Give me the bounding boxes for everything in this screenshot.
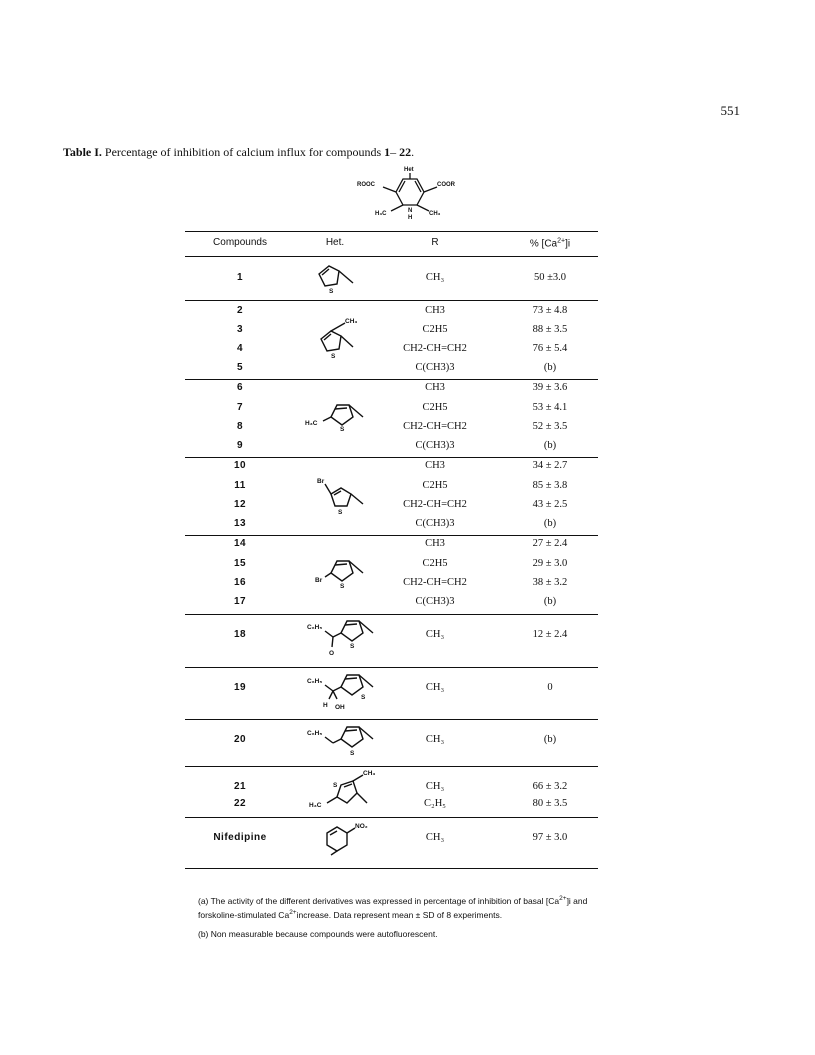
header-ca-sup: 2+ [557,237,566,245]
row-r: C₂H₅ [424,798,446,809]
row-ca: 27 ± 2.4 [532,538,568,549]
row-r: C2H5 [422,480,448,491]
scheme-het-label: Het [404,167,414,173]
header-ca [505,234,595,251]
row-r: CH2-CH=CH2 [403,421,467,432]
table-top-rule [185,231,598,232]
phenyl-label: C₆H₅ [307,678,323,685]
scheme-n-label: N [408,208,413,214]
methyl-label: CH₃ [363,770,376,777]
row-r: CH2-CH=CH2 [403,343,467,354]
phenyl-label: C₆H₅ [307,624,323,631]
row-r: C2H5 [422,324,448,335]
row-compound: 3 [236,324,244,335]
caption-period: . [411,145,415,159]
header-ca-suffix: ]i [565,238,571,250]
structure-thiophene-2yl [315,261,365,300]
table-bottom-rule [185,868,598,869]
group-rule [185,614,598,615]
row-r: CH₃ [425,832,445,843]
row-r: C(CH3)3 [415,440,455,451]
group-rule [185,379,598,380]
row-r: CH₃ [425,734,445,745]
row-ca: 66 ± 3.2 [532,781,568,792]
row-compound: 5 [236,362,244,373]
scheme-ch3-label: CH₃ [429,211,441,217]
page-number: 551 [720,103,740,118]
group-rule [185,719,598,720]
row-compound: 19 [233,682,247,693]
group-rule [185,766,598,767]
thiophene-s-label: S [350,643,355,650]
row-ca: (b) [543,596,557,607]
note-a [198,893,608,921]
row-compound: Nifedipine [213,832,267,843]
header-r: R [431,237,439,248]
row-compound: 17 [233,596,247,607]
row-ca: 29 ± 3.0 [532,558,568,569]
row-ca: (b) [543,518,557,529]
methyl-label: H₃C [305,420,318,427]
row-r: C2H5 [422,402,448,413]
row-r: CH₃ [425,629,445,640]
group-rule [185,817,598,818]
scheme-nh-h-label: H [408,215,413,221]
row-ca: 50 ±3.0 [533,272,566,283]
row-r: CH3 [425,538,445,549]
row-r: CH₃ [425,272,445,283]
note-a-text-3: increase. Data represent mean ± SD of 8 experiments. [296,909,503,920]
row-r: CH3 [425,382,445,393]
scheme-coor-label: COOR [437,182,455,188]
row-ca: 97 ± 3.0 [532,832,568,843]
group-rule [185,667,598,668]
row-ca: 34 ± 2.7 [532,460,568,471]
structure-benzoylthiophene [307,617,387,664]
row-compound: 20 [233,734,247,745]
carbonyl-o-label: O [329,650,335,657]
row-compound: 18 [233,629,247,640]
thiophene-s-label: S [338,509,343,516]
row-compound: 21 [233,781,247,792]
row-compound: 15 [233,558,247,569]
row-r: C(CH3)3 [415,362,455,373]
row-ca: 43 ± 2.5 [532,499,568,510]
row-r: CH2-CH=CH2 [403,499,467,510]
nitro-label: NO₂ [355,823,368,830]
phenyl-label: C₆H₅ [307,730,323,737]
row-ca: 80 ± 3.5 [532,798,568,809]
scheme-h3c-label: H₃C [375,211,387,217]
table-notes [198,893,608,948]
row-compound: 14 [233,538,247,549]
structure-benzylthiophene [307,723,387,768]
thiophene-s-label: S [331,353,336,360]
structure-2-nitrophenyl [317,821,377,862]
row-compound: 9 [236,440,244,451]
caption-label: Table I. [63,145,102,159]
row-r: C(CH3)3 [415,596,455,607]
hydrogen-label: H [323,702,328,709]
structure-4-bromothiophene [315,474,375,523]
note-b: (b) Non measurable because compounds were autofluorescent. [198,928,438,939]
header-rule [185,256,598,257]
row-r: CH3 [425,460,445,471]
row-ca: (b) [543,362,557,373]
thiophene-s-label: S [333,782,338,789]
thiophene-s-label: S [329,288,334,295]
row-ca: (b) [543,734,557,745]
scheme-rooc-label: ROOC [357,182,375,188]
structure-3-methylthiophene [315,317,375,366]
structure-5-methylthiophene [303,397,383,438]
header-ca-prefix: % [Ca [529,238,558,250]
caption-text: Percentage of inhibition of calcium influx for compounds [104,145,385,159]
thiophene-s-label: S [350,750,355,757]
structure-2-5-dimethylthiophene [301,769,391,820]
row-compound: 8 [236,421,244,432]
methyl-label: H₃C [309,802,322,809]
row-compound: 10 [233,460,247,471]
hydroxyl-label: OH [335,704,345,711]
group-rule [185,300,598,301]
header-compounds: Compounds [213,237,267,248]
row-ca: 52 ± 3.5 [532,421,568,432]
row-compound: 12 [233,499,247,510]
row-compound: 16 [233,577,247,588]
thiophene-s-label: S [361,694,366,701]
row-compound: 11 [234,480,246,491]
row-r: C(CH3)3 [415,518,455,529]
row-ca: 76 ± 5.4 [532,343,568,354]
row-compound: 7 [236,402,244,413]
row-ca: 85 ± 3.8 [532,480,568,491]
caption-range-sep: – [390,145,400,159]
row-ca: 0 [547,682,553,693]
header-het: Het. [325,237,345,248]
table-caption [63,145,414,160]
row-ca: 53 ± 4.1 [532,402,568,413]
note-a-sup-1: 2+ [559,895,567,902]
row-ca: 38 ± 3.2 [532,577,568,588]
methyl-label: CH₃ [345,318,358,325]
group-rule [185,457,598,458]
row-ca: (b) [543,440,557,451]
row-r: C2H5 [422,558,448,569]
row-compound: 6 [236,382,244,393]
group-rule [185,535,598,536]
row-ca: 39 ± 3.6 [532,382,568,393]
bromo-label: Br [315,577,323,584]
note-a-sup-2: 2+ [289,908,297,916]
row-r: CH3 [425,305,445,316]
dihydropyridine-scheme [355,165,465,223]
row-ca: 88 ± 3.5 [532,324,568,335]
row-ca: 73 ± 4.8 [532,305,568,316]
structure-5-bromothiophene [309,551,379,596]
note-a-text-2: ]i and forskoline-stimulated Ca [198,895,588,920]
bromo-label: Br [317,478,325,485]
row-r: CH₃ [425,682,445,693]
row-r: CH₃ [425,781,445,792]
row-ca: 12 ± 2.4 [532,629,568,640]
row-r: CH2-CH=CH2 [403,577,467,588]
structure-hydroxybenzylthiophene [307,671,387,722]
thiophene-s-label: S [340,583,345,590]
row-compound: 4 [236,343,244,354]
thiophene-s-label: S [340,426,345,433]
row-compound: 1 [236,272,244,283]
caption-range-end: 22 [399,145,412,159]
row-compound: 2 [236,305,244,316]
caption-range-start: 1 [384,145,391,159]
row-compound: 13 [233,518,247,529]
row-compound: 22 [233,798,247,809]
note-a-text-1: (a) The activity of the different derivatives was expressed in percentage of inhibition of basal [Ca [198,895,560,906]
